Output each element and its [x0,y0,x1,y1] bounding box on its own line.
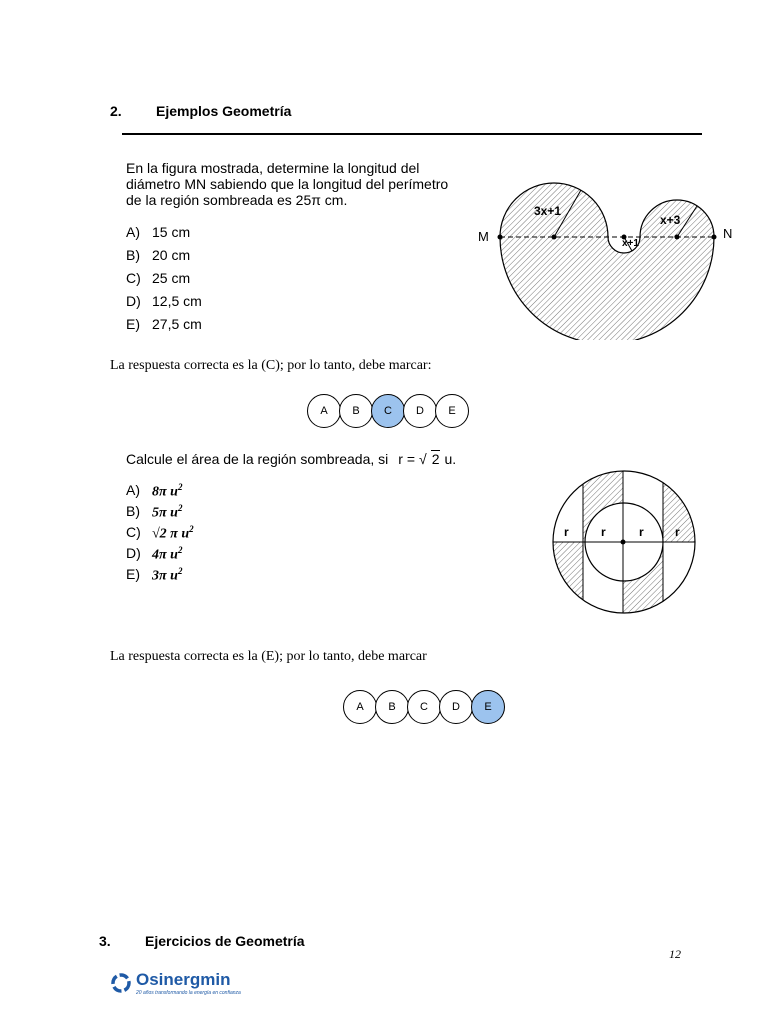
question-1-options [126,224,202,339]
label-3x-plus-1: 3x+1 [534,204,562,218]
bubble-d[interactable]: D [403,394,437,428]
shade-bottom-left [550,542,583,620]
option-label: A) [126,224,140,240]
option-coef: √2 π [152,526,178,542]
logo-name: Osinergmin [136,970,231,989]
option-unit: u [170,505,178,521]
label-n: N [723,226,733,241]
option-label: D) [126,293,141,309]
option-a [126,482,194,503]
answer-1-text: La respuesta correcta es la (C); por lo tanto, debe marcar: [110,358,432,373]
bubble-d[interactable]: D [439,690,473,724]
question-1-text [126,160,466,208]
option-value [152,545,182,566]
option-label: D) [126,545,141,561]
question-1-line: En la figura mostrada, determine la longitud del [126,160,420,176]
figure-1-shaded-region [470,180,740,340]
page-number: 12 [669,947,681,961]
bubble-b[interactable]: B [339,394,373,428]
label-r: r [564,525,569,539]
option-c [126,270,202,293]
option-e [126,566,194,587]
option-label: C) [126,524,141,540]
option-label: B) [126,247,140,263]
question-1-line: diámetro MN sabiendo que la longitud del perímetro [126,176,449,192]
option-exp: 2 [177,482,183,492]
bubble-c[interactable]: C [371,394,405,428]
question-2-prefix: Calcule el área de la región sombreada, si [126,451,389,467]
label-x-plus-3: x+3 [660,213,681,227]
bubble-b[interactable]: B [375,690,409,724]
option-value [152,503,182,524]
option-label: A) [126,482,140,498]
option-label: E) [126,316,140,332]
bubble-a[interactable]: A [307,394,341,428]
option-value: 25 cm [152,270,191,286]
osinergmin-logo [110,970,241,996]
option-exp: 2 [177,566,183,576]
option-unit: u [170,547,178,563]
option-value: 20 cm [152,247,191,263]
header-divider [122,133,702,135]
question-2-text [126,450,456,467]
logo-tagline: 20 años transformando la energía en confianza [136,990,241,996]
option-e [126,316,202,339]
center-point [621,540,626,545]
sqrt-symbol: √ [419,451,427,467]
option-d [126,293,202,316]
label-r: r [639,525,644,539]
option-c [126,524,194,545]
option-label: C) [126,270,141,286]
option-value [152,482,182,503]
option-exp: 2 [177,545,183,555]
option-exp: 2 [177,503,183,513]
option-coef: 4π [152,547,167,563]
option-b [126,247,202,270]
question-2-r: r = [398,451,415,467]
option-unit: u [170,568,178,584]
shaded-region [500,183,714,340]
answer-2-text: La respuesta correcta es la (E); por lo tanto, debe marcar [110,649,427,664]
option-unit: u [181,526,190,542]
bubble-e[interactable]: E [435,394,469,428]
option-value [152,566,182,587]
option-value: 15 cm [152,224,191,240]
option-coef: 3π [152,568,167,584]
option-value: 27,5 cm [152,316,202,332]
answer-2-bubbles [343,690,503,724]
section-3-title: Ejercicios de Geometría [145,933,305,949]
option-label: B) [126,503,140,519]
point-m [498,235,503,240]
bubble-e[interactable]: E [471,690,505,724]
option-exp: 2 [189,524,194,534]
question-1-line: de la región sombreada es 25π cm. [126,192,348,208]
answer-1-bubbles [307,394,467,428]
option-b [126,503,194,524]
option-coef: 8π [152,484,167,500]
label-r: r [675,525,680,539]
bubble-a[interactable]: A [343,690,377,724]
option-label: E) [126,566,140,582]
figure-2-circles [550,470,700,620]
label-r: r [601,525,606,539]
question-2-options [126,482,194,587]
point-n [712,235,717,240]
section-3-number: 3. [99,933,111,949]
question-2-unit: u. [444,451,457,467]
option-a [126,224,202,247]
option-d [126,545,194,566]
label-m: M [478,229,489,244]
logo-icon [110,972,132,994]
bubble-c[interactable]: C [407,690,441,724]
option-unit: u [170,484,178,500]
section-title: Ejemplos Geometría [156,103,292,119]
section-number: 2. [110,103,122,119]
option-coef: 5π [152,505,167,521]
option-value: 12,5 cm [152,293,202,309]
label-x-plus-1: x+1 [622,238,639,249]
sqrt-value: 2 [431,451,440,467]
option-value [152,524,194,545]
